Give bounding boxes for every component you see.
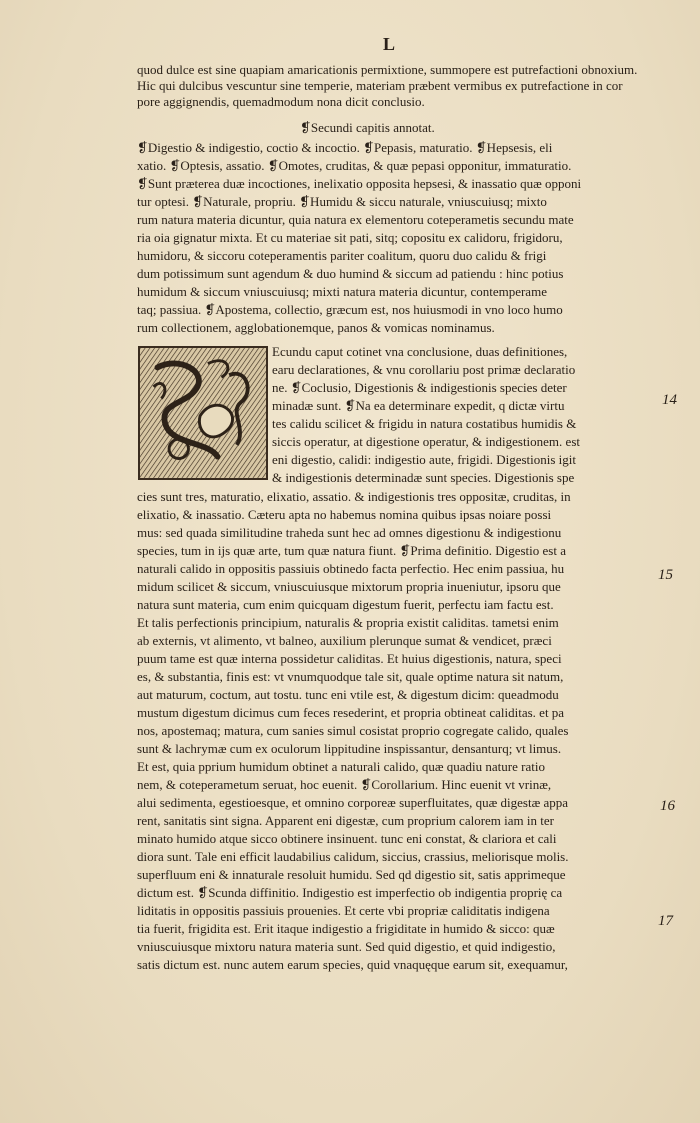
text-line: satis dictum est. nunc autem earum species, quid vnaquęque earum sit, exequamur, [137,957,568,972]
folio-mark: L [383,34,397,54]
text-line: diora sunt. Tale eni efficit laudabilius calidum, siccius, crassius, meliorisque molis. [137,849,569,864]
text-line: vniuscuiusque mixtoru natura materia sunt. Sed quid digestio, et quid indigestio, [137,939,556,954]
text-line: humidum & siccum vniuscuiusq; mixti natura materia dicuntur, contemperame [137,284,547,299]
text-line: Et est, quia pprium humidum obtinet a naturali calido, quæ quadiu nature ratio [137,759,545,774]
text-line: humidoru, & siccoru coteperamentis pariter coalitum, quoru duo calidu & frigi [137,248,547,263]
text-line: Et talis perfectionis principium, naturalis & propria existit caliditas. tametsi enim [137,615,559,630]
text-line: tur optesi. ❡Naturale, propriu. ❡Humidu & siccu naturale, vniuscuiusq; mixto [137,194,547,209]
text-line: earu declarationes, & vnu corollariu post primæ declaratio [272,362,576,377]
text-line: rent, sanitatis sint signa. Apparent eni digestæ, cum proprium calorem iam in ter [137,813,554,828]
margin-number: 16 [660,798,675,814]
text-line: elixatio, & inassatio. Cæteru apta no habemus nomina quibus ipsas noiare possi [137,507,552,522]
text-line: nos, apostemaq; matura, cum sanies simul cosistat proprio cogregate calido, quales [137,723,569,738]
section-heading: ❡Secundi capitis annotat. [300,120,435,135]
text-line: dum potissimum sunt agendum & duo humind & siccum ad patiendu : hinc potius [137,266,564,281]
text-line: ria oia gignatur mixta. Et cu materiae sit pati, sitq; copositu ex calidoru, frigidoru, [137,230,563,245]
text-line: rum collectionem, agglobationemque, panos & vomicas nominamus. [137,320,495,335]
text-line: ❡Sunt præterea duæ incoctiones, inelixatio opposita hepsesi, & inassatio quæ opponi [137,176,582,191]
text-line: & indigestionis determinadæ sunt species. Digestionis spe [272,470,575,485]
text-line: minato humido atque sicco obtinere insinuent. tunc eni constat, & clariora et cali [137,831,557,846]
text-line: eni digestio, calidi: indigestio aute, frigidi. Digestionis igit [272,452,577,467]
text-line: siccis operatur, at digestione operatur, & indigestionem. est [272,434,580,449]
text-line: taq; passiua. ❡Apostema, collectio, græcum est, nos huiusmodi in vno loco humo [137,302,563,317]
text-line: aut maturum, coctum, aut tostu. tunc eni vtile est, & digestum dicim: queadmodu [137,687,559,702]
text-line: ne. ❡Coclusio, Digestionis & indigestionis species deter [272,380,567,395]
text-line: Hic qui dulcibus vescuntur sine temperie, materiam præbent vermibus ex putrefactione in cor [137,78,623,93]
text-line: rum natura materia dicuntur, quia natura ex elementoru coteperametis secundu mate [137,212,574,227]
margin-number: 14 [662,392,677,408]
text-line: pore aggignendis, quemadmodum nona dicit conclusio. [137,94,425,109]
text-line: puum tame est quæ interna possidetur caliditas. Et huius digestionis, natura, speci [137,651,562,666]
text-line: species, tum in ijs quæ arte, tum quæ natura fiunt. ❡Prima definitio. Digestio est a [137,543,566,558]
margin-number: 15 [658,567,673,583]
margin-number: 17 [658,913,673,929]
text-line: cies sunt tres, maturatio, elixatio, assatio. & indigestionis tres oppositæ, cruditas, in [137,489,571,504]
text-line: sunt & lachrymæ cum ex oculorum lippitudine inspissantur, densanturq; vt limus. [137,741,562,756]
text-line: quod dulce est sine quapiam amaricationis permixtione, summopere est putrefactioni obnoxium. [137,62,638,77]
text-line: midum scilicet & siccum, vniuscuiusque mixtorum propria inueniutur, ipsoru que [137,579,561,594]
text-line: mustum digestum dicimus cum feces resederint, et propria obtineat caliditas. et pa [137,705,565,720]
text-line: superfluum eni & innaturale resoluit humidu. Sed qd digestio sit, satis apprimeque [137,867,566,882]
text-line: Ecundu caput cotinet vna conclusione, duas definitiones, [272,344,568,359]
text-line: dictum est. ❡Scunda diffinitio. Indigestio est imperfectio ob indigentia proprię ca [137,885,563,900]
text-line: alui sedimenta, egestioesque, et omnino corporeæ superfluitates, quæ digestæ appa [137,795,569,810]
decorated-initial-s [138,346,268,480]
text-line: es, & substantia, finis est: vt vnumquodque tale sit, quale optime natura sit natum, [137,669,564,684]
text-line: natura sunt materia, cum enim quicquam digestum fuerit, perfectu iam factu est. [137,597,554,612]
text-line: tes calidu scilicet & frigidu in natura costatibus humidis & [272,416,577,431]
text-line: mus: sed quada similitudine traheda sunt hec ad omnes digestionu & indigestionu [137,525,562,540]
text-line: ab externis, vt alimento, vt balneo, auxilium plerunque sumat & vendicet, præci [137,633,552,648]
text-line: tia fuerit, frigidita est. Erit itaque indigestio a frigiditate in humido & sicco: quæ [137,921,555,936]
text-line: liditatis in oppositis passiuis prouenies. Et certe vbi propriæ caliditatis indigena [137,903,550,918]
text-line: minadæ sunt. ❡Na ea determinare expedit, q dictæ virtu [272,398,565,413]
text-line: nem, & coteperametum seruat, hoc euenit. ❡Corollarium. Hinc euenit vt vrinæ, [137,777,552,792]
text-line: ❡Digestio & indigestio, coctio & incoctio. ❡Pepasis, maturatio. ❡Hepsesis, eli [137,140,553,155]
text-line: naturali calido in oppositis passiuis obtinedo facta perfectio. Hec enim passiua, hu [137,561,565,576]
text-line: xatio. ❡Optesis, assatio. ❡Omotes, cruditas, & quæ pepasi opponitur, immaturatio. [137,158,572,173]
